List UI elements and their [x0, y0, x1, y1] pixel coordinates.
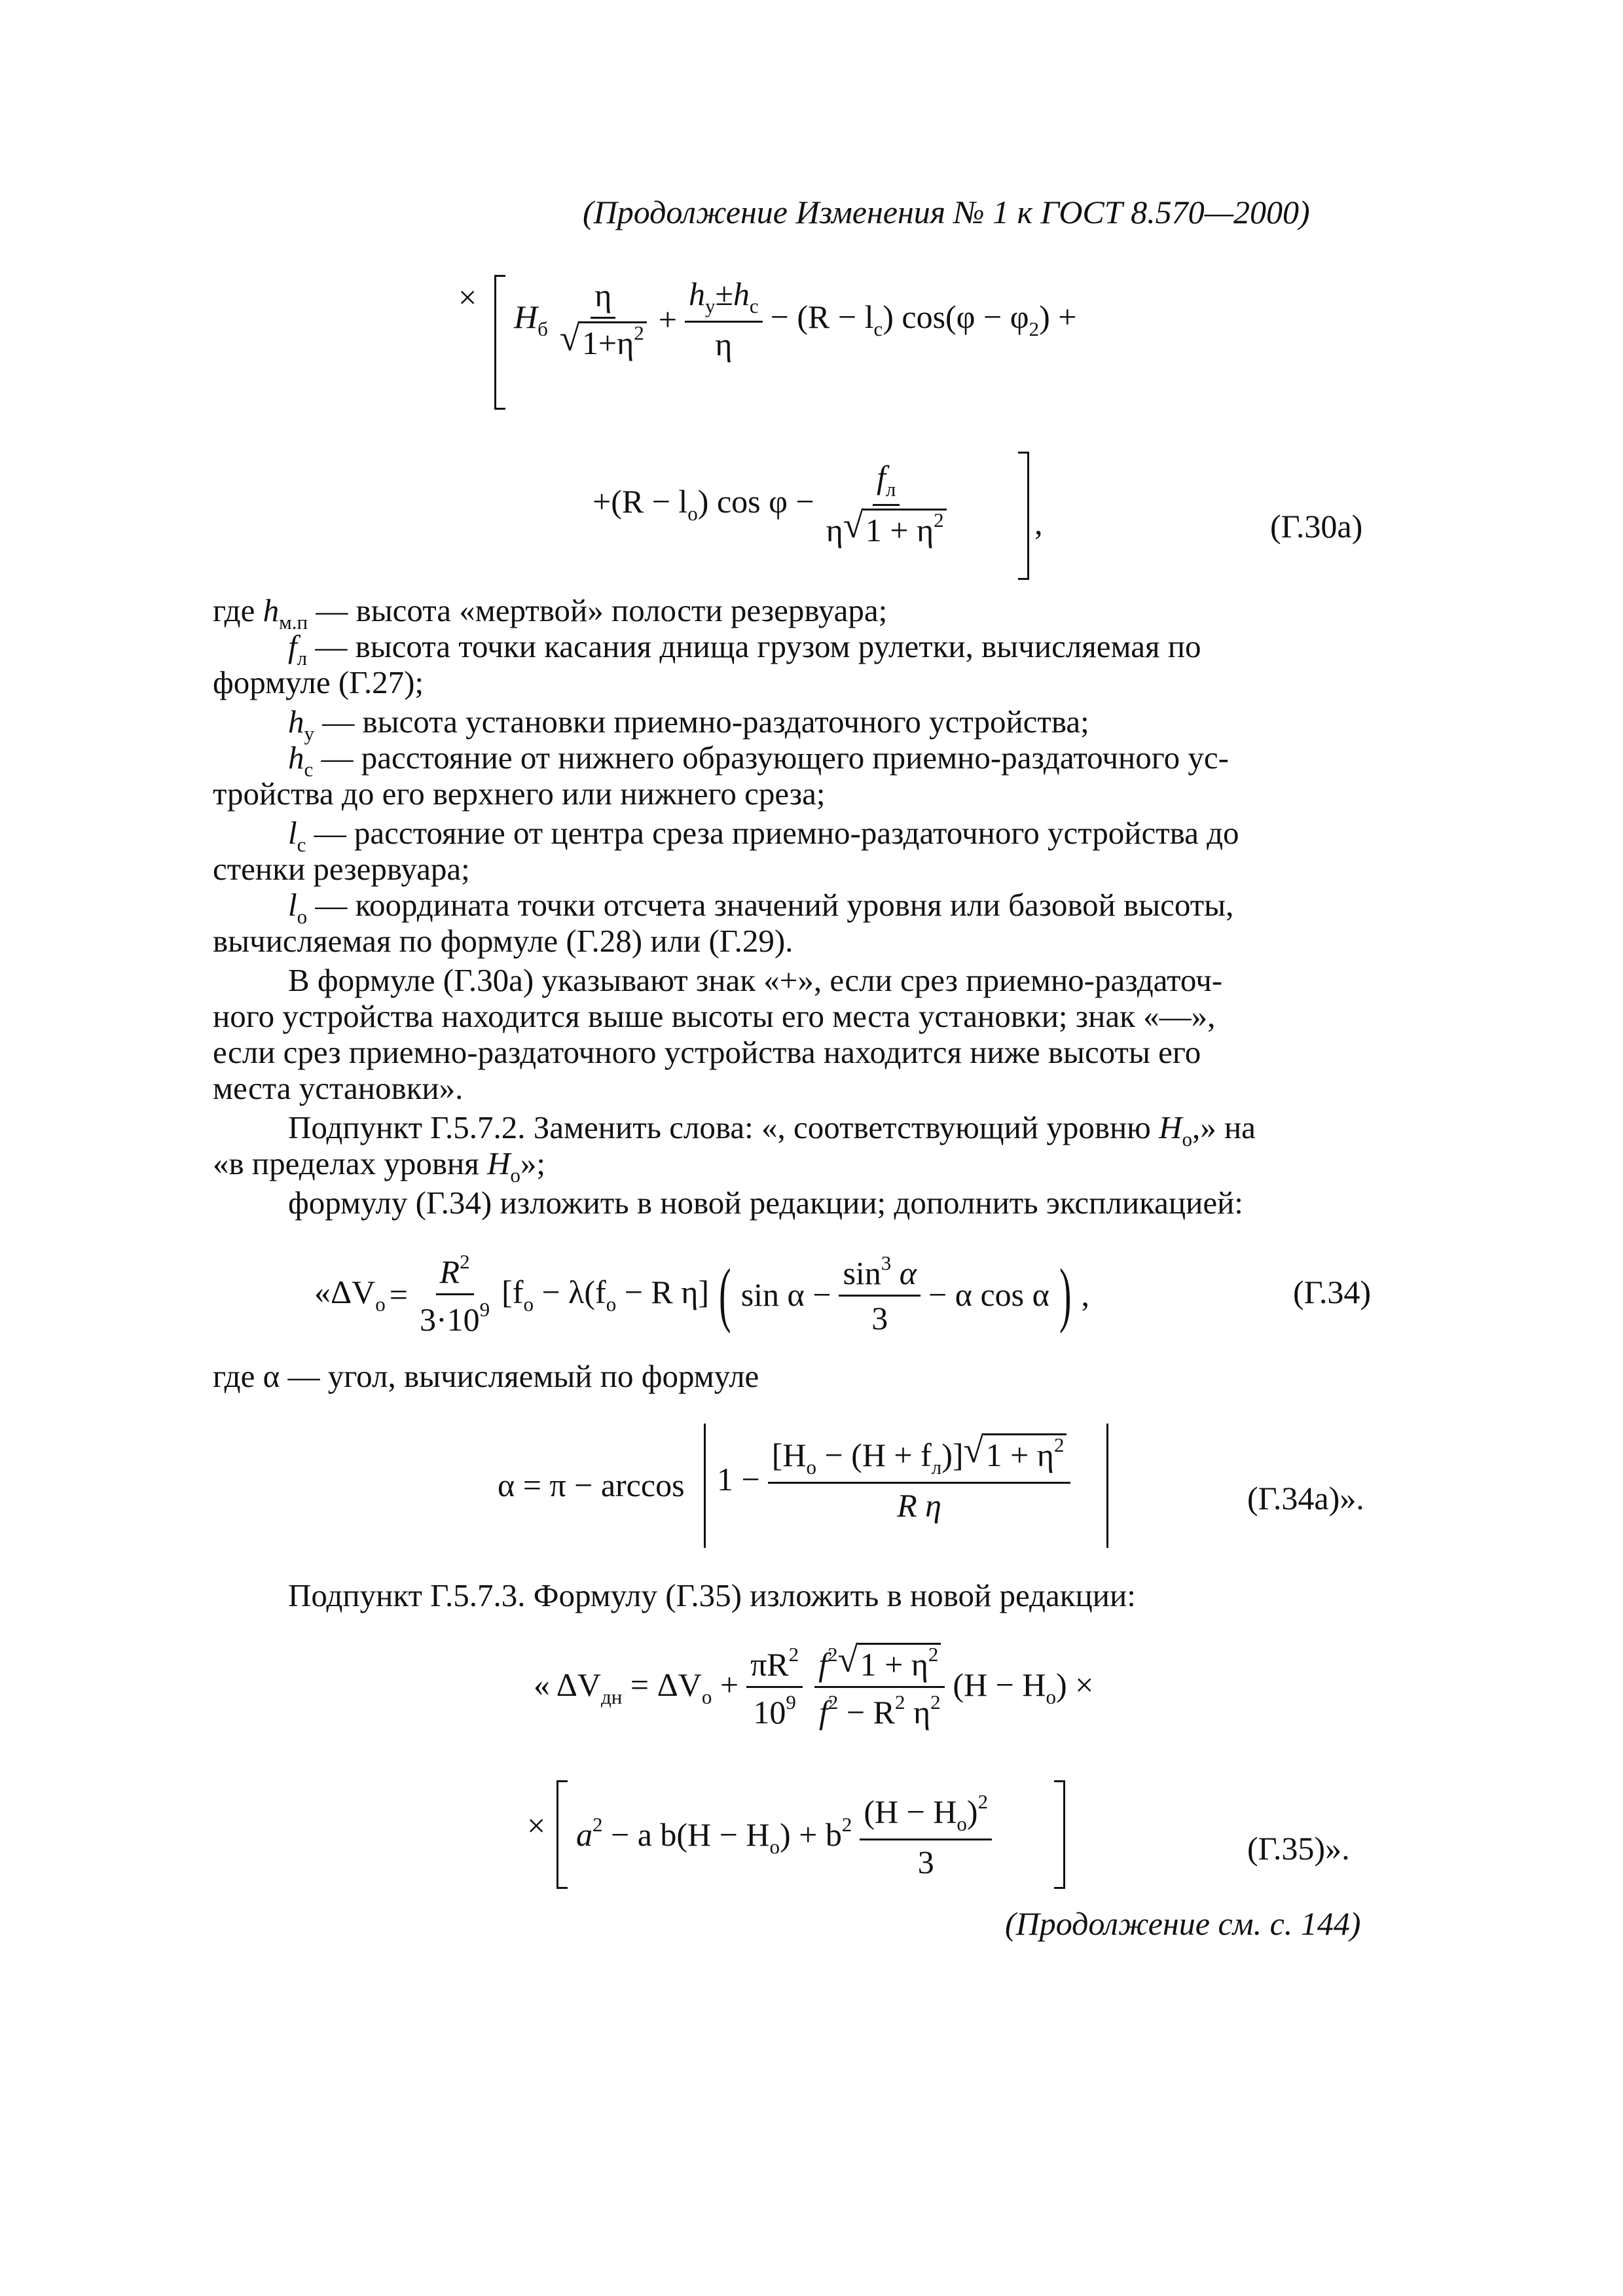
times-sign: ×: [458, 279, 477, 315]
definition-line: тройства до его верхнего или нижнего среза;: [213, 776, 826, 812]
subclause-572-line1: Подпункт Г.5.7.2. Заменить слова: «, соответствующий уровню $H_o$,» на: [288, 1109, 1256, 1151]
definition-line: формуле (Г.27);: [213, 664, 424, 700]
definition-line: $h_у$ — высота установки приемно-раздаточного устройства;: [288, 704, 1089, 745]
definition-line: вычисляемая по формуле (Г.28) или (Г.29).: [213, 923, 793, 959]
subclause-572-line2: «в пределах уровня $H_o$»;: [213, 1145, 546, 1187]
equation-g35-line1: « $\Delta V_{дн} = \Delta V_o$ + $\frac{\pi R^2}{10^9}$ $\frac{f^2√ 1 + \eta^2}{f^2 - R^2 \eta^2}$ $(H - H_o)$ ×: [534, 1643, 1093, 1731]
comma: ,: [1034, 505, 1043, 541]
equation-g30a-line1: [458, 278, 477, 316]
equation-number-g35: (Г.35)».: [1247, 1830, 1350, 1867]
definition-line: $f_л$ — высота точки касания днища грузом рулетки, вычисляемая по: [288, 628, 1201, 670]
paragraph-line: если срез приемно-раздаточного устройства находится ниже высоты его: [213, 1034, 1201, 1070]
equation-number-g34a: (Г.34а)».: [1247, 1480, 1364, 1516]
equation-g30a-terms: $H_б$ η √ $1+\eta^2$ + $\frac{h_у\pm h_c}{\eta}$ − $(R - l_c)$ $\cos(\varphi - \varphi_2)$ +: [514, 275, 1076, 363]
equation-g34a-lhs: α = π − arccos: [498, 1467, 685, 1503]
continuation-footer: (Продолжение см. с. 144): [1005, 1905, 1361, 1942]
definition-line: где $h_{м.п}$ — высота «мертвой» полости резервуара;: [213, 592, 888, 634]
fraction-fl: $\frac{f_л}{\eta√ 1 + \eta^2}$: [822, 458, 951, 549]
definition-line: $h_c$ — расстояние от нижнего образующего приемно-раздаточного ус-: [288, 740, 1229, 781]
definition-line: $l_o$ — координата точки отсчета значений уровня или базовой высоты,: [288, 887, 1234, 928]
paragraph-line: ного устройства находится выше высоты его места установки; знак «—»,: [213, 998, 1216, 1034]
equation-g34a-body: 1 − $\frac{[H_o - (H + f_л)]√ 1 + \eta^2}{\text{R η}}$: [717, 1433, 1074, 1524]
right-bracket: [1018, 452, 1029, 580]
definition-line: стенки резервуара;: [213, 851, 470, 887]
equation-g34: «$\Delta V_o$ = $\frac{R^2}{3\cdot 10^9}$ [$f_o - \lambda(f_o - R$ η] ( sin α − $\frac{\sin^3 \alpha}{3}$ − α cos α ) ,: [314, 1250, 1089, 1338]
times-sign: ×: [527, 1807, 546, 1844]
running-header: (Продолжение Изменения № 1 к ГОСТ 8.570—2000): [583, 194, 1310, 230]
equation-number-g34: (Г.34): [1293, 1274, 1372, 1310]
equation-g30a-line2: $+(R - l_o)$ cos φ − $\frac{f_л}{\eta√ 1 + \eta^2}$: [593, 458, 955, 549]
right-bracket: [1054, 1780, 1065, 1889]
fraction-eta-sqrt: η √ $1+\eta^2$: [556, 276, 651, 362]
alpha-definition: где α — угол, вычисляемый по формуле: [213, 1358, 759, 1394]
right-abs-bar: [1106, 1424, 1108, 1548]
left-bracket: [556, 1780, 568, 1889]
left-bracket: [494, 275, 505, 410]
left-abs-bar: [704, 1424, 706, 1548]
definition-line: $l_c$ — расстояние от центра среза приемно-раздаточного устройства до: [288, 815, 1239, 856]
equation-g35-line2: $a^2 - a$ $b(H - H_o) + b^2$ $\frac{(H - H_o)^2}{3}$: [576, 1790, 996, 1881]
subclause-573: Подпункт Г.5.7.3. Формулу (Г.35) изложить в новой редакции:: [288, 1577, 1136, 1613]
equation-number-g30a: (Г.30а): [1270, 508, 1363, 545]
paragraph-line: В формуле (Г.30а) указывают знак «+», если срез приемно-раздаточ-: [288, 962, 1223, 998]
subclause-572-line3: формулу (Г.34) изложить в новой редакции; дополнить экспликацией:: [288, 1185, 1243, 1221]
fraction-hy-hc: $\frac{h_у\pm h_c}{\eta}$: [685, 275, 763, 363]
paragraph-line: места установки».: [213, 1070, 464, 1106]
